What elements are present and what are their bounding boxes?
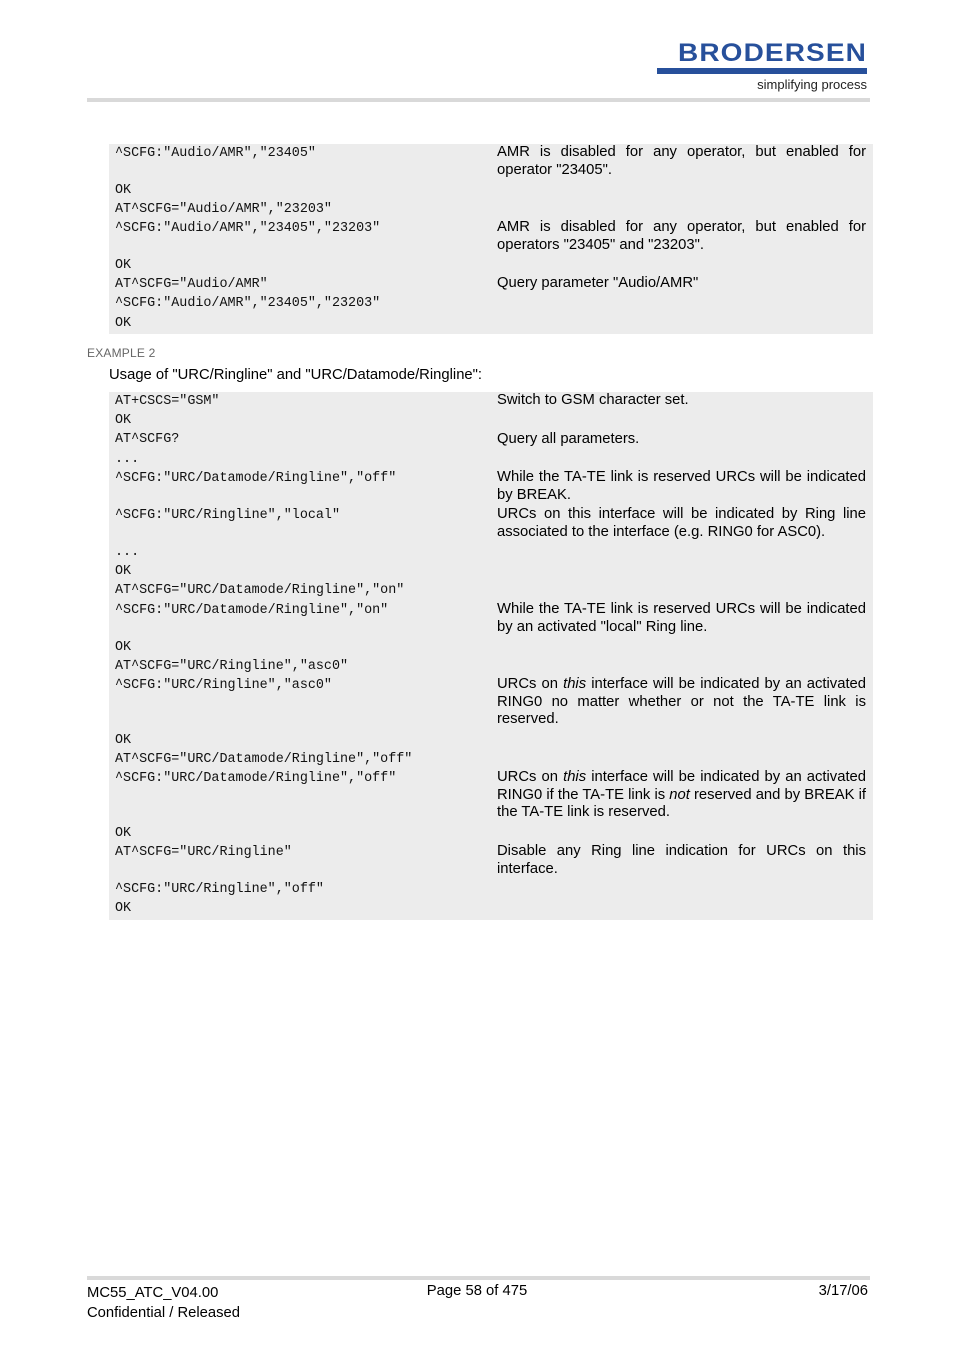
footer-divider xyxy=(87,1276,870,1280)
code-line: ^SCFG:"URC/Datamode/Ringline","off" xyxy=(115,471,397,486)
footer-doc-id: MC55_ATC_V04.00 xyxy=(87,1285,219,1301)
code-line: OK xyxy=(115,258,132,273)
code-line: ... xyxy=(115,452,140,467)
code-description: Switch to GSM character set. xyxy=(497,392,689,408)
code-line: OK xyxy=(115,901,132,916)
code-line: OK xyxy=(115,733,132,748)
code-line: AT^SCFG="Audio/AMR" xyxy=(115,277,268,292)
code-description: Query parameter "Audio/AMR" xyxy=(497,275,699,291)
code-description: AMR is disabled for any operator, but enabled for operators "23405" and "23203". xyxy=(497,219,866,253)
example-label: EXAMPLE 2 xyxy=(87,346,156,360)
code-line: AT^SCFG="Audio/AMR","23203" xyxy=(115,202,332,217)
code-line: ^SCFG:"URC/Ringline","local" xyxy=(115,508,340,523)
code-line: OK xyxy=(115,564,132,579)
footer-status: Confidential / Released xyxy=(87,1305,240,1321)
code-line: OK xyxy=(115,316,132,331)
code-description: URCs on this interface will be indicated by an activated RING0 if the TA-TE link is not reserved and by BREAK if the TA-TE link is reserved. xyxy=(497,769,867,820)
code-line: OK xyxy=(115,826,132,841)
code-line: AT^SCFG="URC/Ringline" xyxy=(115,845,292,860)
footer-page-number: Page 58 of 475 xyxy=(426,1283,528,1299)
code-line: AT^SCFG="URC/Datamode/Ringline","on" xyxy=(115,583,405,598)
code-line: AT^SCFG="URC/Ringline","asc0" xyxy=(115,659,349,674)
code-line: OK xyxy=(115,640,132,655)
code-line: ^SCFG:"URC/Ringline","off" xyxy=(115,882,324,897)
logo-tagline: simplifying process xyxy=(757,77,867,92)
code-line: ^SCFG:"Audio/AMR","23405" xyxy=(115,146,316,161)
code-description: AMR is disabled for any operator, but enabled for operator "23405". xyxy=(497,144,866,178)
footer-date: 3/17/06 xyxy=(818,1283,868,1299)
example1-code-block xyxy=(109,144,873,334)
code-description: Query all parameters. xyxy=(497,431,640,447)
code-line: OK xyxy=(115,183,132,198)
brand-logo xyxy=(657,40,867,92)
code-line: ... xyxy=(115,545,140,560)
code-description: URCs on this interface will be indicated by an activated RING0 no matter whether or not the TA-TE link is reserved. xyxy=(497,676,867,727)
example-intro: Usage of "URC/Ringline" and "URC/Datamode/Ringline": xyxy=(109,367,483,383)
logo-underline xyxy=(657,68,867,74)
code-description: While the TA-TE link is reserved URCs will be indicated by BREAK. xyxy=(497,469,866,503)
code-line: OK xyxy=(115,413,132,428)
code-line: ^SCFG:"Audio/AMR","23405","23203" xyxy=(115,296,381,311)
code-description: URCs on this interface will be indicated by Ring line associated to the interface (e.g. RING0 for ASC0). xyxy=(497,506,866,540)
code-line: AT^SCFG="URC/Datamode/Ringline","off" xyxy=(115,752,413,767)
code-line: ^SCFG:"URC/Datamode/Ringline","off" xyxy=(115,771,397,786)
header-divider xyxy=(87,98,870,102)
example2-code-block xyxy=(109,392,873,920)
code-description: While the TA-TE link is reserved URCs will be indicated by an activated "local" Ring line. xyxy=(497,601,866,635)
code-description: Disable any Ring line indication for URCs on this interface. xyxy=(497,843,866,877)
code-line: ^SCFG:"URC/Datamode/Ringline","on" xyxy=(115,603,389,618)
code-line: ^SCFG:"URC/Ringline","asc0" xyxy=(115,678,332,693)
logo-wordmark: BRODERSEN xyxy=(678,39,867,67)
code-line: AT+CSCS="GSM" xyxy=(115,394,220,409)
code-line: AT^SCFG? xyxy=(115,432,180,447)
code-line: ^SCFG:"Audio/AMR","23405","23203" xyxy=(115,221,381,236)
